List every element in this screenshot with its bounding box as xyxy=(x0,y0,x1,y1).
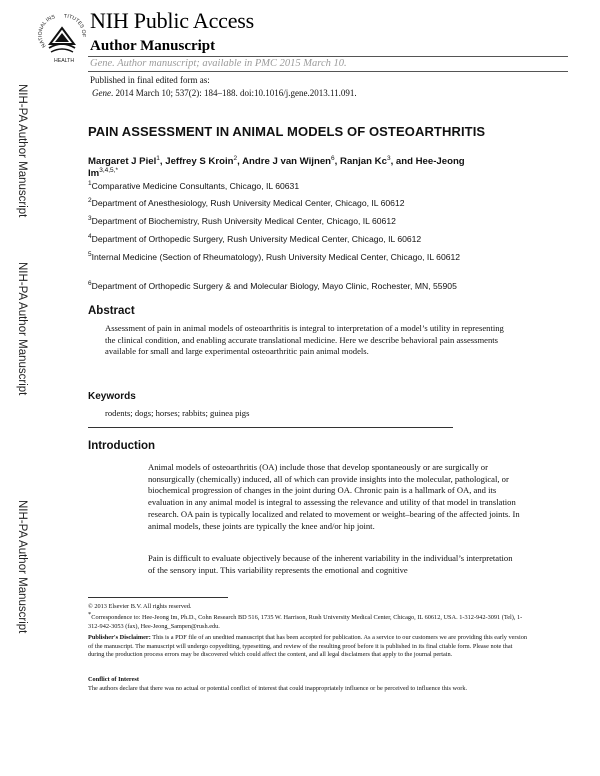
abstract-text: Assessment of pain in animal models of osteoarthritis is integral to interpretation of a model’s utility in representing the clinical condition, and enabling accurate translational medicine. Here we describe behavioral pain assessments available for small and large experimental osteoarthritic pain animal models. xyxy=(105,323,504,357)
keywords-rule xyxy=(88,427,453,428)
affiliation xyxy=(88,252,528,264)
author-affiliation-mark: 1 xyxy=(156,154,160,162)
footnote-rule xyxy=(88,597,228,598)
citation xyxy=(92,88,357,98)
introduction-paragraph: Animal models of osteoarthritis (OA) include those that develop spontaneously or are surgically or nonsurgically (chemically) induced, all of which can provide insights into the molecular, pathological, or biochemical progression of changes in the joint during OA. Chronic pain is a hallmark of OA, and its evaluation in any animal model is integral to assessing the relevance and utility of that model in translation research. OA pain is typically localized and related to movement or weight–bearing of the affected joints. In animal models, these joints are typically the knee and/or hip joint. xyxy=(148,462,520,531)
publisher-disclaimer xyxy=(88,634,528,660)
affiliation-text: Department of Biochemistry, Rush University Medical Center, Chicago, IL 60612 xyxy=(91,216,396,226)
introduction-heading: Introduction xyxy=(88,440,156,452)
svg-text:TITUTES OF: TITUTES OF xyxy=(63,13,86,38)
author-name: Hee-Jeong Im xyxy=(88,156,465,179)
correspondence-mark: * xyxy=(88,610,92,618)
introduction-paragraph: Pain is difficult to evaluate objectively because of the inherent variability in the individual’s interpretation of the sensory input. This variability represents the emotional and cognitive xyxy=(148,553,513,575)
conflict-of-interest-heading: Conflict of Interest xyxy=(88,676,139,683)
affiliation xyxy=(88,216,528,228)
correspondence-text: Correspondence to: Hee-Jeong Im, Ph.D., Cohn Research BD 516, 1735 W. Harrison, Rush University Medical Center, Chicago, IL 60612, USA. 1-312-942-3091 (Tel), 1-312-942-3053 (fax), Hee-Jeong_Sampen@rush.edu. xyxy=(88,614,523,630)
author-manuscript-label: Author Manuscript xyxy=(90,38,216,54)
affiliation-text: Comparative Medicine Consultants, Chicago, IL 60631 xyxy=(91,181,300,191)
affiliation xyxy=(88,281,528,293)
sidebar-label-top: NIH-PA Author Manuscript xyxy=(16,84,28,218)
author-separator: , xyxy=(237,156,243,167)
affiliation-text: Department of Orthopedic Surgery, Rush University Medical Center, Chicago, IL 60612 xyxy=(91,234,422,244)
affiliation-number: 5 xyxy=(88,251,92,259)
author-separator: , and xyxy=(390,156,416,167)
citation-journal: Gene xyxy=(92,88,111,98)
affiliation-number: 6 xyxy=(88,280,92,288)
disclaimer-text: This is a PDF file of an unedited manuscript that has been accepted for publication. As a service to our customers we are providing this early version of the manuscript. The manuscript will undergo copyediting, typesetting, and review of the resulting proof before it is published in its final citable form. Please note that during the production process errors may be discovered which could affect the content, and all legal disclaimers that apply to the journal pertain. xyxy=(88,634,527,659)
nih-public-access-title: NIH Public Access xyxy=(90,8,255,33)
affiliation xyxy=(88,181,528,193)
author-separator: , xyxy=(159,156,166,167)
author-affiliation-mark: 3 xyxy=(386,154,391,162)
published-label: Published in final edited form as: xyxy=(90,75,210,85)
affiliation-number: 1 xyxy=(88,180,92,188)
affiliation-text: Internal Medicine (Section of Rheumatology), Rush University Medical Center, Chicago, IL 60612 xyxy=(91,252,461,262)
author-name: Margaret J Piel xyxy=(88,156,157,167)
journal-availability-line: Gene. Author manuscript; available in PMC 2015 March 10. xyxy=(90,58,347,69)
affiliation-number: 4 xyxy=(88,233,92,241)
nih-logo xyxy=(38,6,86,68)
affiliation-text: Department of Anesthesiology, Rush University Medical Center, Chicago, IL 60612 xyxy=(91,198,405,208)
author-name: Andre J van Wijnen xyxy=(242,156,332,167)
author-affiliation-mark: 2 xyxy=(233,154,238,162)
svg-text:NATIONAL INS: NATIONAL INS xyxy=(38,14,56,49)
correspondence-note xyxy=(88,610,528,631)
article-title: PAIN ASSESSMENT IN ANIMAL MODELS OF OSTEOARTHRITIS xyxy=(88,124,486,139)
keywords-text: rodents; dogs; horses; rabbits; guinea pigs xyxy=(105,408,250,418)
copyright-notice: © 2013 Elsevier B.V. All rights reserved. xyxy=(88,603,192,610)
conflict-of-interest-text: The authors declare that there was no actual or potential conflict of interest that could inappropriately influence or be perceived to influence this work. xyxy=(88,685,468,692)
header-rule-lower xyxy=(88,71,568,72)
affiliation xyxy=(88,198,528,210)
author-name: Ranjan Kc xyxy=(340,156,387,167)
affiliation-number: 2 xyxy=(88,197,92,205)
sidebar-label-bottom: NIH-PA Author Manuscript xyxy=(16,500,28,634)
author-name: Jeffrey S Kroin xyxy=(165,156,234,167)
affiliation xyxy=(88,234,528,246)
author-affiliation-mark: 6 xyxy=(331,154,335,162)
author-affiliation-mark: 3,4,5,* xyxy=(99,166,118,174)
author-list xyxy=(88,156,488,180)
header-rule xyxy=(88,56,568,57)
abstract-heading: Abstract xyxy=(88,305,135,317)
affiliation-text: Department of Orthopedic Surgery & and Molecular Biology, Mayo Clinic, Rochester, MN, 55905 xyxy=(91,281,457,291)
disclaimer-label: Publisher's Disclaimer: xyxy=(88,634,151,641)
author-separator: , xyxy=(334,156,341,167)
affiliation-number: 3 xyxy=(88,215,92,223)
keywords-heading: Keywords xyxy=(88,391,136,402)
citation-details: . 2014 March 10; 537(2): 184–188. doi:10.1016/j.gene.2013.11.091. xyxy=(111,88,357,98)
svg-text:HEALTH: HEALTH xyxy=(54,58,75,64)
sidebar-label-middle: NIH-PA Author Manuscript xyxy=(16,262,28,396)
